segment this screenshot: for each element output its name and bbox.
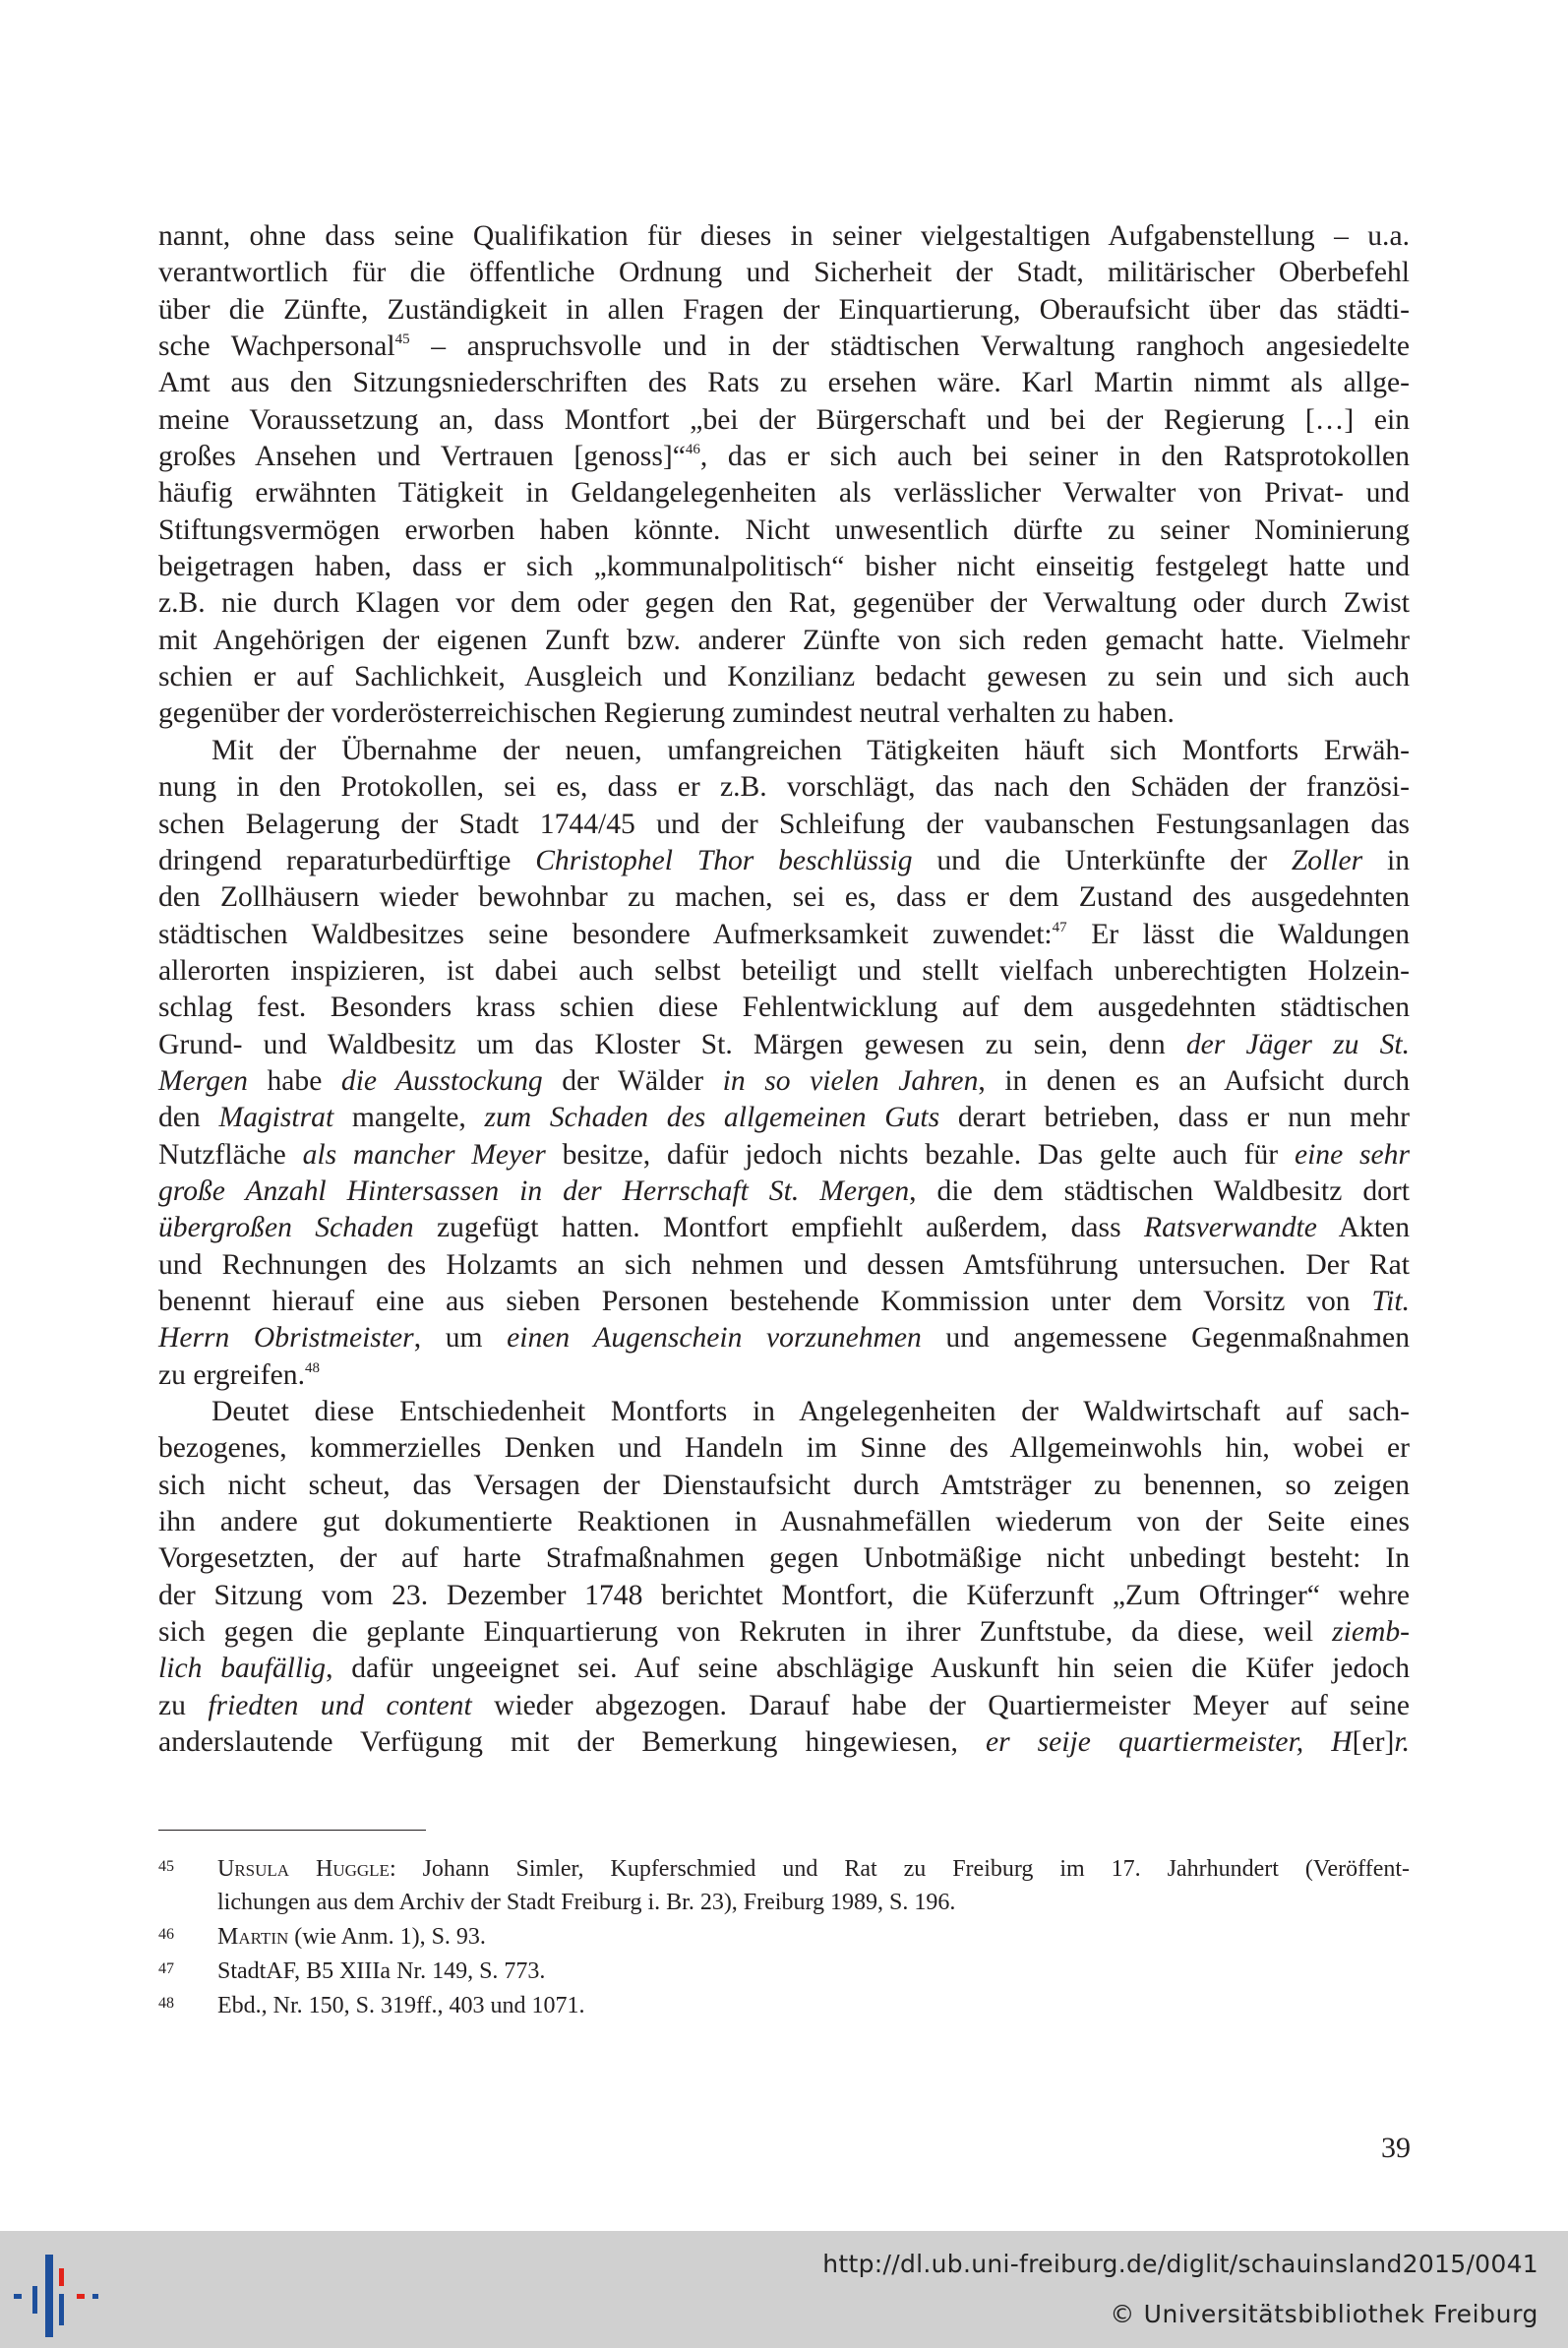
- text-line: gegenüber der vorderösterreichischen Regierung zumindest neutral verhalten zu haben.: [158, 697, 1175, 730]
- text-line: sich gegen die geplante Einquartierung von Rekruten in ihrer Zunftstube, da diese, weil ziemb-: [158, 1616, 1410, 1649]
- footnote-ref: 45: [394, 331, 410, 348]
- text-line: Deutet diese Entschiedenheit Montforts in Angelegenheiten der Waldwirtschaft auf sach-: [211, 1396, 1410, 1427]
- text-line: benennt hierauf eine aus sieben Personen bestehende Kommission unter dem Vorsitz von Tit.: [158, 1285, 1410, 1317]
- footnote-line: lichungen aus dem Archiv der Stadt Freiburg i. Br. 23), Freiburg 1989, S. 196.: [217, 1890, 956, 1915]
- text-line: zu friedten und content wieder abgezogen. Darauf habe der Quartiermeister Meyer auf seine: [158, 1689, 1410, 1721]
- text-line: Herrn Obristmeister, um einen Augenschein vorzunehmen und angemessene Gegenmaßnahmen: [158, 1322, 1410, 1355]
- text-line: ihn andere gut dokumentierte Reaktionen in Ausnahmefällen wiederum von der Seite eines: [158, 1506, 1410, 1538]
- text-line: zu ergreifen.$^{48}$: [158, 1358, 320, 1391]
- footnote: [158, 1989, 1410, 2022]
- footnote-number: 47: [158, 1960, 174, 1977]
- text-line: Grund- und Waldbesitz um das Kloster St. Märgen gewesen zu sein, denn der Jäger zu St.: [158, 1028, 1410, 1060]
- text-line: große Anzahl Hintersassen in der Herrschaft St. Mergen, die dem städtischen Waldbesitz dort: [158, 1174, 1410, 1207]
- text-line: und Rechnungen des Holzamts an sich nehmen und dessen Amtsführung untersuchen. Der Rat: [158, 1248, 1410, 1281]
- text-line: häufig erwähnten Tätigkeit in Geldangelegenheiten als verlässlicher Verwalter von Privat- und: [158, 477, 1410, 510]
- text-line: städtischen Waldbesitzes seine besondere Aufmerksamkeit zuwendet:$^{47}$ Er lässt die Waldungen: [158, 918, 1410, 950]
- footnote-number: 46: [158, 1926, 174, 1943]
- text-line: allerorten inspizieren, ist dabei auch selbst beteiligt und stellt vielfach unberechtigten Holzein-: [158, 954, 1410, 987]
- page-number: 39: [1381, 2132, 1411, 2164]
- text-line: Stiftungsvermögen erworben haben könnte. Nicht unwesentlich dürfte zu seiner Nominierung: [158, 513, 1410, 546]
- text-line: anderslautende Verfügung mit der Bemerkung hingewiesen, er seije quartiermeister, H[er]r.: [158, 1726, 1410, 1759]
- body-text: [158, 218, 1410, 1761]
- copyright-notice: © Universitätsbibliothek Freiburg: [1110, 2300, 1538, 2328]
- text-line: sich nicht scheut, das Versagen der Dienstaufsicht durch Amtsträger zu benennen, so zeigen: [158, 1469, 1410, 1501]
- footnote-line: Ebd., Nr. 150, S. 319ff., 403 und 1071.: [217, 1993, 585, 2018]
- footnotes: [158, 1852, 1410, 2022]
- ub-freiburg-logo-icon[interactable]: [6, 2245, 100, 2339]
- text-line: der Sitzung vom 23. Dezember 1748 berichtet Montfort, die Küferzunft „Zum Oftringer“ wehre: [158, 1579, 1410, 1611]
- footnote-line: Ursula Huggle: Johann Simler, Kupferschmied und Rat zu Freiburg im 17. Jahrhundert (Veröffent-: [217, 1856, 1410, 1882]
- text-line: schlag fest. Besonders krass schien diese Fehlentwicklung auf dem ausgedehnten städtischen: [158, 992, 1410, 1024]
- text-line: nung in den Protokollen, sei es, dass er z.B. vorschlägt, das nach den Schäden der französi-: [158, 771, 1410, 804]
- footnote-number: 45: [158, 1858, 174, 1875]
- footnote-divider: [158, 1830, 426, 1831]
- text-line: beigetragen haben, dass er sich „kommunalpolitisch“ bisher nicht einseitig festgelegt hatte und: [158, 551, 1410, 583]
- text-line: den Magistrat mangelte, zum Schaden des allgemeinen Guts derart betrieben, dass er nun mehr: [158, 1102, 1410, 1134]
- text-line: den Zollhäusern wieder bewohnbar zu machen, sei es, dass er dem Zustand des ausgedehnten: [158, 881, 1410, 914]
- text-line: nannt, ohne dass seine Qualifikation für dieses in seiner vielgestaltigen Aufgabenstellung – u.a.: [158, 220, 1410, 252]
- text-line: Nutzfläche als mancher Meyer besitze, dafür jedoch nichts bezahle. Das gelte auch für eine sehr: [158, 1138, 1410, 1171]
- text-line: bezogenes, kommerzielles Denken und Handeln im Sinne des Allgemeinwohls hin, wobei er: [158, 1432, 1410, 1465]
- text-line: meine Voraussetzung an, dass Montfort „bei der Bürgerschaft und bei der Regierung […] ein: [158, 403, 1410, 436]
- text-line: großes Ansehen und Vertrauen [genoss]“$^{46}$, das er sich auch bei seiner in den Ratsprotokollen: [158, 441, 1410, 473]
- footnote-ref: 47: [1052, 919, 1067, 935]
- text-line: mit Angehörigen der eigenen Zunft bzw. anderer Zünfte von sich reden gemacht hatte. Vielmehr: [158, 624, 1410, 656]
- footnote: [158, 1955, 1410, 1988]
- text-line: Vorgesetzten, der auf harte Strafmaßnahmen gegen Unbotmäßige nicht unbedingt besteht: In: [158, 1542, 1410, 1575]
- text-line: z.B. nie durch Klagen vor dem oder gegen den Rat, gegenüber der Verwaltung oder durch Zwist: [158, 587, 1410, 620]
- text-line: lich baufällig, dafür ungeeignet sei. Auf seine abschlägige Auskunft hin seien die Küfer jedoch: [158, 1653, 1410, 1685]
- text-line: Mit der Übernahme der neuen, umfangreichen Tätigkeiten häuft sich Montforts Erwäh-: [211, 734, 1410, 766]
- footnote-ref: 46: [685, 442, 700, 458]
- footnote-number: 48: [158, 1995, 174, 2012]
- text-line: über die Zünfte, Zuständigkeit in allen Fragen der Einquartierung, Oberaufsicht über das städti-: [158, 293, 1410, 326]
- author-name: Ursula Huggle: [217, 1856, 390, 1882]
- text-line: dringend reparaturbedürftige Christophel Thor beschlüssig und die Unterkünfte der Zoller in: [158, 844, 1410, 876]
- text-line: Mergen habe die Ausstockung der Wälder in so vielen Jahren, in denen es an Aufsicht durch: [158, 1064, 1410, 1097]
- footnote-line: StadtAF, B5 XIIIa Nr. 149, S. 773.: [217, 1958, 546, 1984]
- footnote-ref: 48: [304, 1359, 320, 1376]
- text-line: schien er auf Sachlichkeit, Ausgleich und Konzilianz bedacht gewesen zu sein und sich auch: [158, 661, 1410, 693]
- author-name: Martin: [217, 1924, 289, 1950]
- text-line: übergroßen Schaden zugefügt hatten. Montfort empfiehlt außerdem, dass Ratsverwandte Akten: [158, 1212, 1410, 1244]
- footnote-line: Martin (wie Anm. 1), S. 93.: [217, 1924, 486, 1950]
- footer-bar: [0, 2231, 1568, 2348]
- footnote: [158, 1852, 1410, 1919]
- text-line: schen Belagerung der Stadt 1744/45 und der Schleifung der vaubanschen Festungsanlagen das: [158, 808, 1410, 840]
- text-line: Amt aus den Sitzungsniederschriften des Rats zu ersehen wäre. Karl Martin nimmt als allge-: [158, 367, 1410, 399]
- footnote: [158, 1920, 1410, 1954]
- source-url-link[interactable]: http://dl.ub.uni-freiburg.de/diglit/schauinsland2015/0041: [822, 2250, 1538, 2278]
- text-line: sche Wachpersonal$^{45}$ – anspruchsvolle und in der städtischen Verwaltung ranghoch angesiedelte: [158, 331, 1410, 363]
- text-line: verantwortlich für die öffentliche Ordnung und Sicherheit der Stadt, militärischer Oberbefehl: [158, 257, 1410, 289]
